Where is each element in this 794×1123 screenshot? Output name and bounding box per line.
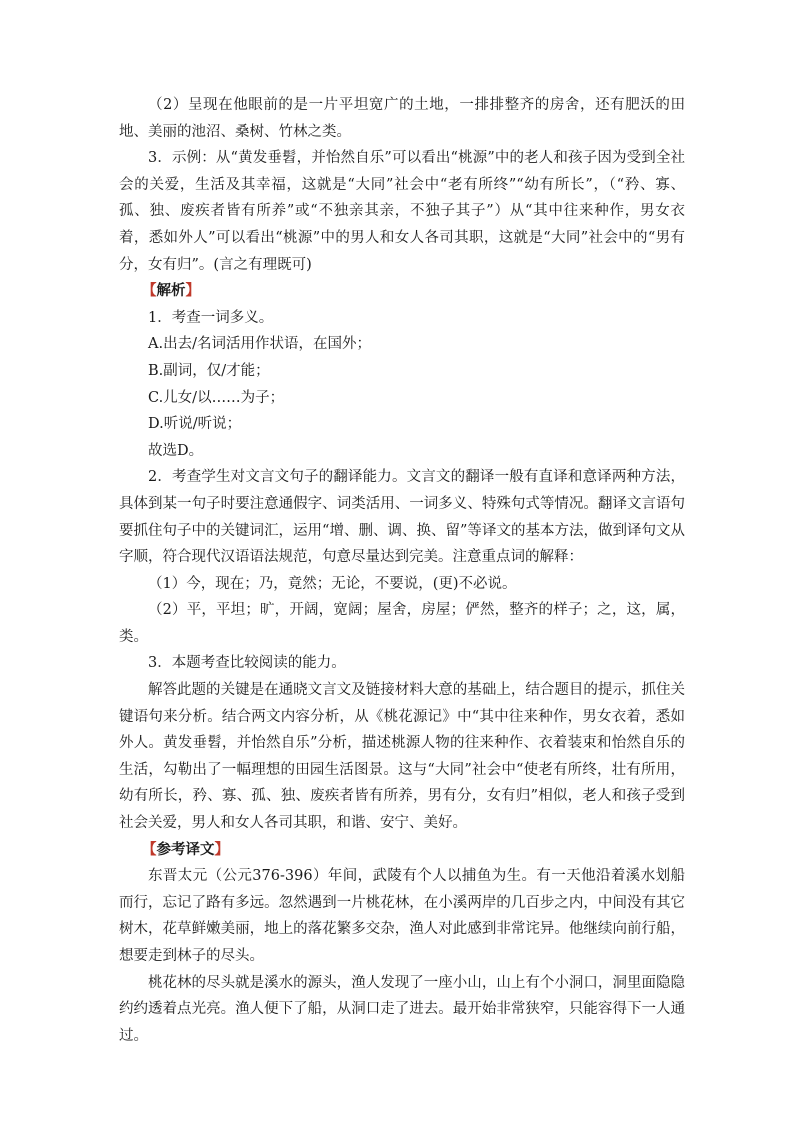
- bracket-open: 【: [142, 840, 157, 858]
- analysis-q1-title: 1．考查一词多义。: [148, 309, 274, 326]
- analysis-q3-body: 解答此题的关键是在通晓文言文及链接材料大意的基础上，结合题目的提示，抓住关键语句来分析。结合两文内容分析，从《桃花源记》中“其中往来种作，男女衣着，悉如外人。黄发垂髫，并怡然自乐”分析，描述桃源人物的往来种作、衣着装束和怡然自乐的生活，勾勒出了一幅理想的田园生活图景。这与“大同”社会中“使老有所终，壮有所用，幼有所长，矜、寡、孤、独、废疾者皆有所养，男有分，女有归”相似，老人和孩子受到社会关爱，男人和女人各司其职，和谐、安宁、美好。: [119, 682, 685, 832]
- analysis-q2-part2: （2）平，平坦；旷，开阔，宽阔；屋舍，房屋；俨然，整齐的样子；之，这，属，类。: [119, 602, 685, 645]
- analysis-heading-text: 解析: [156, 282, 186, 300]
- answer-q3: 3．示例：从“黄发垂髫，并怡然自乐”可以看出“桃源”中的老人和孩子因为受到全社会的关爱，生活及其幸福，这就是“大同”社会中“老有所终”“幼有所长”，（“矜、寡、孤、独、废疾者皆有所养”或“不独亲其亲，不独子其子”）从“其中往来种作，男女衣着，悉如外人”可以看出“桃源”中的男人和女人各司其职，这就是“大同”社会中的“男有分，女有归”。(言之有理既可): [119, 150, 685, 273]
- translation-paragraph-1: 东晋太元（公元376-396）年间，武陵有个人以捕鱼为生。有一天他沿着溪水划船而行，忘记了路有多远。忽然遇到一片桃花林，在小溪两岸的几百步之内，中间没有其它树木，花草鲜嫩美丽，地上的落花繁多交杂，渔人对此感到非常诧异。他继续向前行船，想要走到林子的尽头。: [119, 868, 685, 964]
- analysis-q1-option-a: A.出去/名词活用作状语，在国外；: [148, 336, 371, 353]
- analysis-heading: [119, 278, 685, 305]
- analysis-q2-intro: 2．考查学生对文言文句子的翻译能力。文言文的翻译一般有直译和意译两种方法，具体到某一句子时要注意通假字、词类活用、一词多义、特殊句式等情况。翻译文言语句要抓住句子中的关键词汇，运用“增、删、调、换、留”等译文的基本方法，做到译句文从字顺，符合现代汉语语法规范，句意尽量达到完美。注意重点词的解释：: [119, 469, 685, 566]
- analysis-q1-option-d: D.听说/听说；: [148, 416, 242, 433]
- translation-heading: [119, 837, 685, 864]
- bracket-open: 【: [142, 282, 157, 300]
- translation-heading-text: 参考译文: [156, 840, 215, 858]
- answer-q2-part2: （2）呈现在他眼前的是一片平坦宽广的土地，一排排整齐的房舍，还有肥沃的田地、美丽的池沼、桑树、竹林之类。: [119, 97, 685, 140]
- document-page: [119, 92, 685, 1049]
- bracket-close: 】: [214, 840, 229, 858]
- translation-paragraph-2: 桃花林的尽头就是溪水的源头，渔人发现了一座小山，山上有个小洞口，洞里面隐隐约约透着点光亮。渔人便下了船，从洞口走了进去。最开始非常狭窄，只能容得下一人通过。: [119, 974, 685, 1044]
- bracket-close: 】: [185, 282, 200, 300]
- analysis-q1-answer: 故选D。: [148, 442, 204, 459]
- analysis-q3-title: 3．本题考查比较阅读的能力。: [148, 655, 346, 672]
- analysis-q2-part1: （1）今，现在；乃，竟然；无论，不要说，(更)不必说。: [148, 575, 517, 592]
- analysis-q1-option-c: C.儿女/以……为子；: [148, 389, 285, 406]
- analysis-q1-option-b: B.副词，仅/才能；: [148, 362, 270, 379]
